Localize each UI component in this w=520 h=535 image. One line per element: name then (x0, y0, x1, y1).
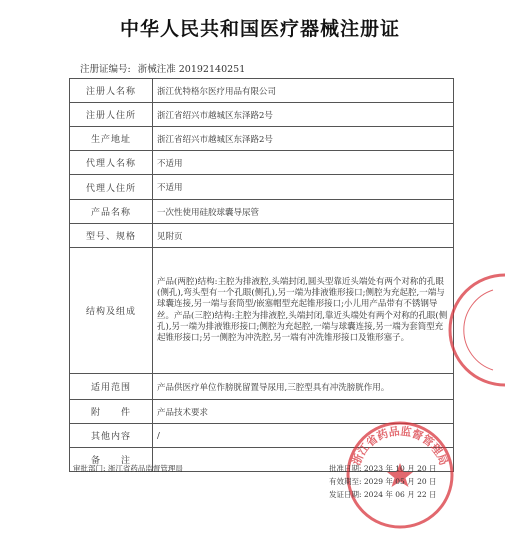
validity-date: 有效期至: 2029 年 05 月 20 日 (329, 477, 437, 486)
row-value: 产品供医疗单位作膀胱留置导尿用,三腔型具有冲洗膀胱作用。 (153, 374, 454, 400)
row-value: 不适用 (153, 151, 454, 175)
table-row (70, 175, 454, 200)
approval-date: 批准日期: 2023 年 10 月 20 日 (329, 464, 437, 473)
registration-table (69, 78, 454, 472)
row-value: 产品技术要求 (153, 400, 454, 424)
row-value: / (153, 424, 454, 448)
row-label: 附 件 (70, 400, 153, 424)
registration-number-value: 浙械注准 20192140251 (137, 64, 246, 75)
row-value: 浙江优特格尔医疗用品有限公司 (153, 79, 454, 103)
approval-department-value: 浙江省药品监督管理局 (107, 464, 183, 473)
svg-text:浙江省药品监督管理局 (349, 424, 450, 468)
row-label: 备 注 (70, 448, 153, 472)
row-label: 其他内容 (70, 424, 153, 448)
row-value: 不适用 (153, 175, 454, 200)
issue-date: 发证日期: 2024 年 06 月 22 日 (329, 490, 437, 499)
dates-block (329, 463, 437, 502)
registration-number (80, 61, 245, 75)
row-label: 结构及组成 (70, 248, 153, 374)
row-value: 产品(两腔)结构:主腔为排液腔,头端封闭,圆头型靠近头端处有两个对称的孔眼(侧孔),弯头型有一个孔眼(侧孔),另一端为排液锥形接口;侧腔为充起腔,一端与球囊连接,另一端与套筒型/嵌塞帽型充起锥形接口;小儿用产品带有不锈钢导丝。产品(三腔)结构:主腔为排液腔,头端封闭,靠近头端处有两个对称的孔眼(侧孔),另一端为排液锥形接口;侧腔为充起腔,一端与球囊连接,另一端为套筒型充起锥形接口;另一侧腔为冲洗腔,另一端有冲洗锥形接口及锥形塞子。 (153, 248, 454, 374)
table-row (70, 103, 454, 127)
table-row (70, 224, 454, 248)
side-seal (445, 270, 515, 390)
row-label: 型号、规格 (70, 224, 153, 248)
approval-department (73, 463, 183, 474)
approval-department-label: 审批部门: (73, 464, 106, 473)
row-value: 一次性使用硅胶球囊导尿管 (153, 200, 454, 224)
row-value: 浙江省绍兴市越城区东泽路2号 (153, 127, 454, 151)
table-row (70, 248, 454, 374)
table-row (70, 151, 454, 175)
table-row (70, 127, 454, 151)
row-label: 代理人名称 (70, 151, 153, 175)
row-value: 浙江省绍兴市越城区东泽路2号 (153, 103, 454, 127)
table-row (70, 200, 454, 224)
table-row (70, 79, 454, 103)
row-label: 注册人名称 (70, 79, 153, 103)
table-row (70, 374, 454, 400)
row-label: 产品名称 (70, 200, 153, 224)
row-label: 适用范围 (70, 374, 153, 400)
page-title: 中华人民共和国医疗器械注册证 (119, 18, 400, 40)
seal-text: 浙江省药品监督管理局 (349, 424, 451, 468)
row-label: 代理人住所 (70, 175, 153, 200)
row-value: 见附页 (153, 224, 454, 248)
row-label: 注册人住所 (70, 103, 153, 127)
registration-number-label: 注册证编号: (80, 64, 131, 75)
row-label: 生产地址 (70, 127, 153, 151)
